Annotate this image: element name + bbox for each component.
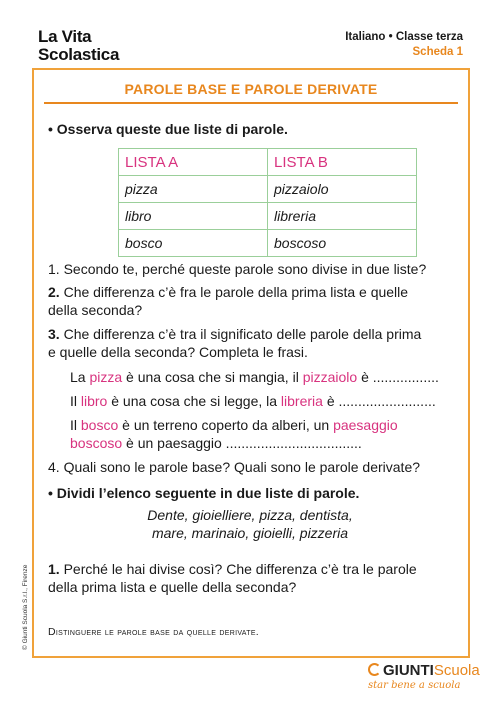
highlight-word: pizza — [89, 369, 123, 385]
question-3-text: Che differenza c’è tra il significato delle parole della prima — [59, 326, 422, 342]
table-row — [119, 203, 417, 230]
footer-caption: Distinguere le parole base da quelle derivate. — [48, 626, 260, 638]
question-1: 1. Secondo te, perché queste parole sono divise in due liste? — [48, 261, 427, 277]
worksheet-title: PAROLE BASE E PAROLE DERIVATE — [124, 81, 378, 97]
sheet-label: Scheda 1 — [412, 46, 463, 58]
table-cell: libreria — [268, 203, 417, 230]
sentence-text: è un terreno coperto da alberi, un — [118, 417, 334, 433]
table-cell: libro — [119, 203, 268, 230]
giunti-logo — [368, 662, 480, 691]
brand-tagline: star bene a scuola — [368, 680, 461, 691]
question-2-line-2: della seconda? — [48, 302, 143, 318]
table-row — [119, 176, 417, 203]
final-question-number: 1. — [48, 561, 60, 577]
sentence-text: è una cosa che si legge, la — [107, 393, 281, 409]
final-question-line-1 — [48, 560, 417, 578]
instruction-observe: • Osserva queste due liste di parole. — [48, 121, 288, 137]
sentence-bosco-line-1 — [70, 416, 398, 434]
table-cell: pizzaiolo — [268, 176, 417, 203]
question-3-number: 3. — [48, 326, 60, 342]
highlight-word: libro — [80, 393, 108, 409]
table-cell: boscoso — [268, 230, 417, 257]
giunti-g-icon — [368, 663, 381, 676]
sentence-pizza — [70, 368, 439, 386]
word-list-line-2: mare, marinaio, gioielli, pizzeria — [151, 525, 349, 541]
table-cell: bosco — [119, 230, 268, 257]
question-2-line-1 — [48, 283, 408, 301]
logo-line-2: Scolastica — [38, 45, 120, 64]
question-3-line-1 — [48, 325, 421, 343]
highlight-word: bosco — [80, 417, 119, 433]
brand-name-2: Scuola — [433, 662, 480, 679]
question-2-text: Che differenza c’è fra le parole della prima lista e quelle — [59, 284, 409, 300]
title-divider — [44, 102, 458, 104]
sentence-text: è ................. — [357, 369, 439, 385]
logo — [38, 28, 119, 64]
highlight-word: paesaggio — [333, 417, 398, 433]
copyright-vertical: © Giunti Scuola S.r.l., Firenze — [22, 564, 29, 650]
table-cell: pizza — [119, 176, 268, 203]
sentence-text: è un paesaggio ................................... — [122, 435, 362, 451]
question-3-line-2: e quelle della seconda? Completa le frasi. — [48, 344, 308, 360]
highlight-word: libreria — [280, 393, 323, 409]
table-header-row — [119, 149, 417, 176]
highlight-word: pizzaiolo — [302, 369, 358, 385]
sentence-text: è una cosa che si mangia, il — [122, 369, 303, 385]
sentence-text: La — [70, 369, 90, 385]
brand-name-1: GIUNTI — [383, 662, 434, 679]
sentence-libro — [70, 392, 436, 410]
sentence-text: Il — [70, 417, 81, 433]
instruction-divide: • Dividi l’elenco seguente in due liste di parole. — [48, 485, 360, 501]
sentence-text: Il — [70, 393, 81, 409]
header-info — [345, 30, 463, 60]
word-list-line-1: Dente, gioielliere, pizza, dentista, — [147, 507, 353, 523]
word-lists-table — [118, 148, 417, 257]
table-header-a: LISTA A — [119, 149, 268, 176]
final-question-text: Perché le hai divise così? Che differenza c’è tra le parole — [59, 561, 417, 577]
final-question-line-2: della prima lista e quelle della seconda? — [48, 579, 297, 595]
table-header-b: LISTA B — [268, 149, 417, 176]
subject-label: Italiano • Classe terza — [345, 31, 463, 43]
highlight-word: boscoso — [70, 435, 123, 451]
question-4: 4. Quali sono le parole base? Quali sono le parole derivate? — [48, 459, 421, 475]
logo-line-1: La Vita — [38, 27, 92, 46]
question-2-number: 2. — [48, 284, 60, 300]
sentence-text: è ......................... — [322, 393, 436, 409]
table-row — [119, 230, 417, 257]
sentence-bosco-line-2 — [70, 434, 362, 452]
